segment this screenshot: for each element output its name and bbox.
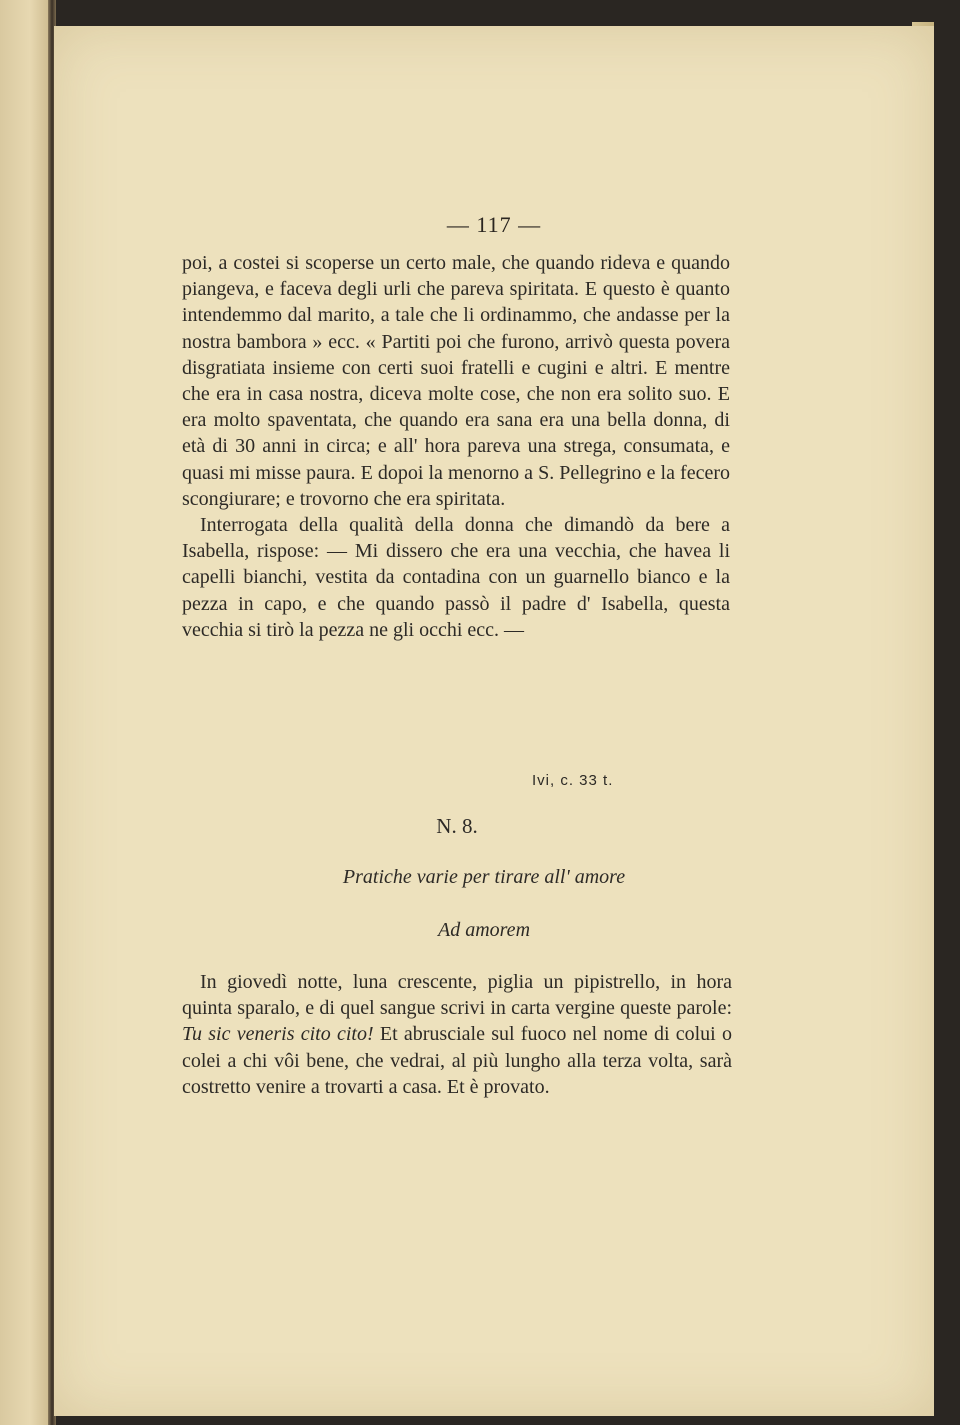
book-page bbox=[54, 26, 934, 1416]
paragraph-3-start: In giovedì notte, luna crescente, piglia un pipistrello, in hora quinta sparalo, e di quel sangue scrivi in carta vergine queste parole: bbox=[182, 971, 732, 1020]
source-reference: Ivi, c. 33 t. bbox=[532, 772, 614, 789]
page-number: — 117 — bbox=[446, 212, 542, 237]
paragraph-3-end: Et abrusciale sul fuoco nel nome di colui o colei a chi vôi bene, che vedrai, al più lungho alla terza volta, sarà costretto venire a trovarti a casa. Et è provato. bbox=[182, 1023, 732, 1098]
section-subtitle: Ad amorem bbox=[437, 919, 531, 941]
paragraph-1: poi, a costei si scoperse un certo male, che quando rideva e quando piangeva, e faceva degli urli che pareva spiritata. E questo è quanto intendemmo dal marito, a tale che li ordinammo, che andasse per la nostra bambora » ecc. « Partiti poi che furono, arrivò questa povera disgratiata insieme con certi suoi fratelli e cugini e altri. E mentre che era in casa nostra, diceva molte cose, che non era solito suo. E era molto spaventata, che quando era sana era una bella donna, di età di 30 anni in circa; e all' hora pareva una strega, consumata, e quasi mi misse paura. E dopoi la menorno a S. Pellegrino e la fecero scongiurare; e trovorno che era spiritata. bbox=[182, 252, 730, 510]
main-text bbox=[182, 250, 730, 643]
section-title: Pratiche varie per tirare all' amore bbox=[342, 866, 626, 888]
left-page-edge bbox=[0, 0, 50, 1425]
recipe-text bbox=[182, 969, 732, 1100]
section-number: N. 8. bbox=[436, 814, 478, 838]
paragraph-3-incantation: Tu sic veneris cito cito! bbox=[182, 1023, 374, 1046]
paragraph-2: Interrogata della qualità della donna che dimandò da bere a Isabella, rispose: — Mi dissero che era una vecchia, che havea li capelli bianchi, vestita da contadina con un guarnello bianco e la pezza in capo, e che quando passò il padre d' Isabella, questa vecchia si tirò la pezza ne gli occhi ecc. — bbox=[182, 514, 730, 641]
paragraph-3 bbox=[182, 969, 732, 1100]
